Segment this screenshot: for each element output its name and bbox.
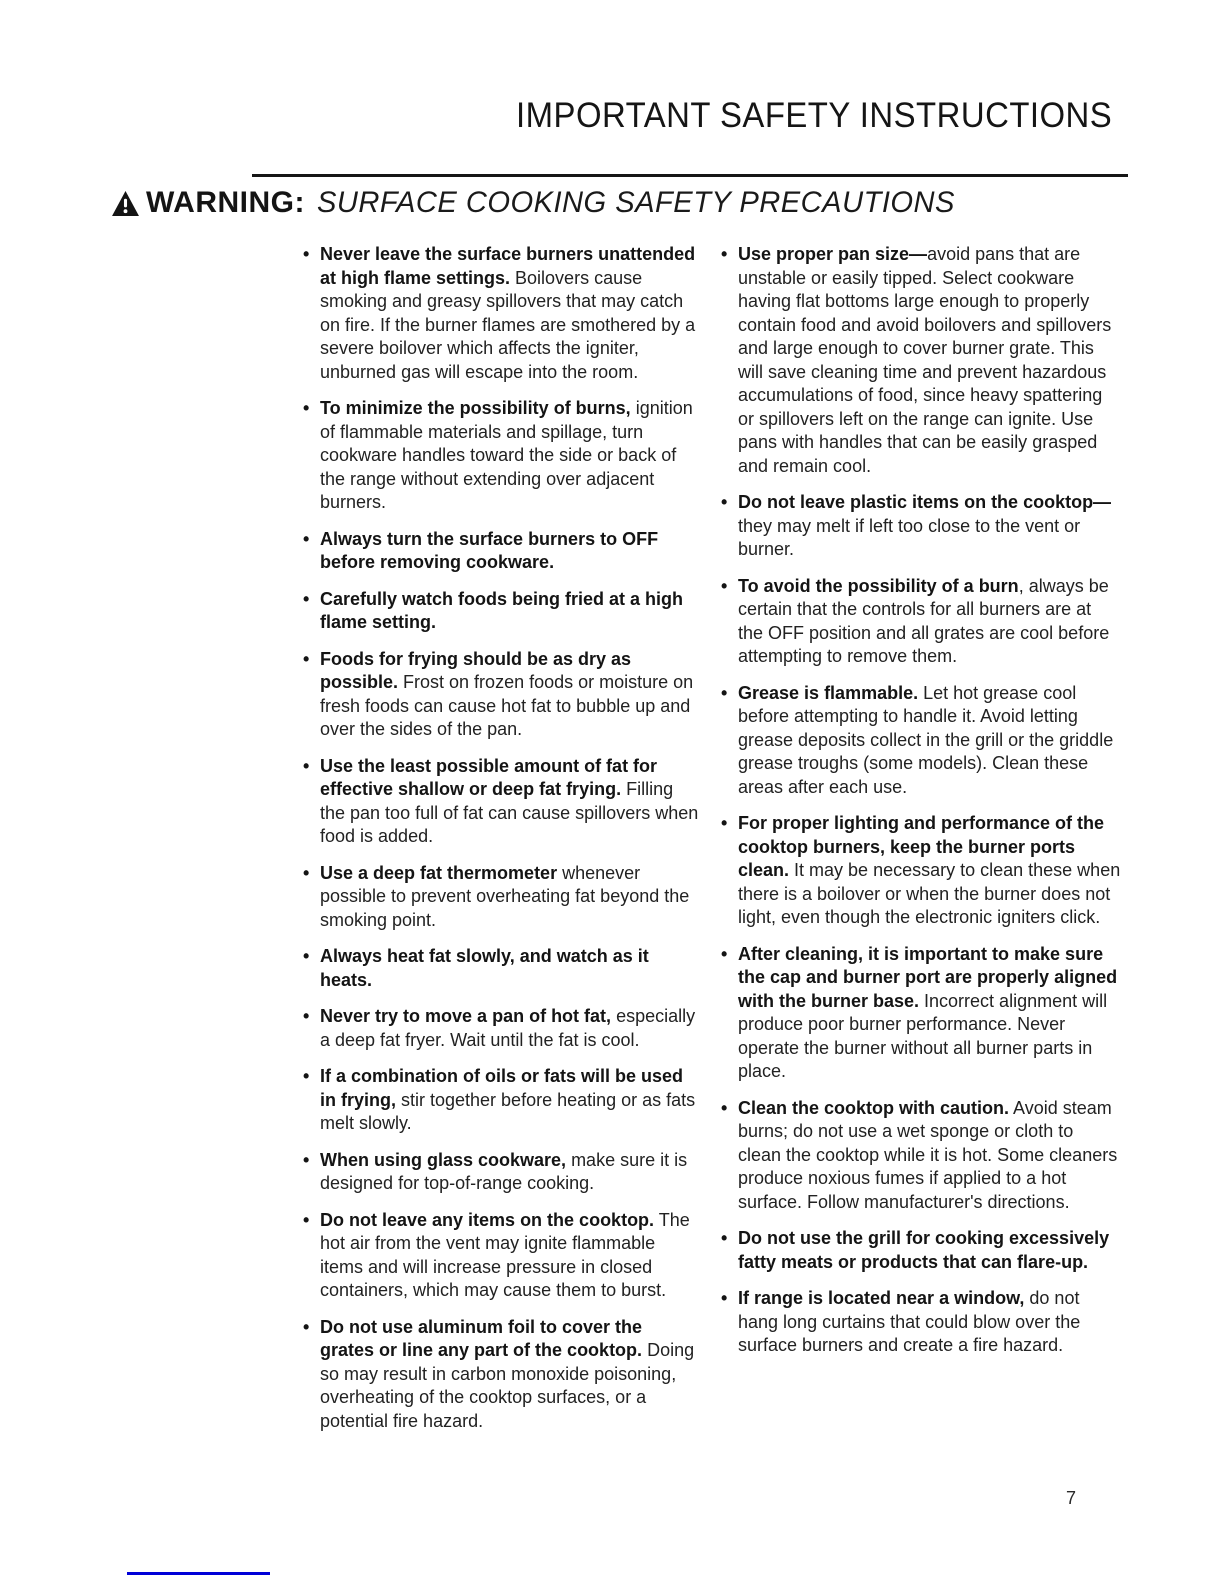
bullet-body-text: avoid pans that are unstable or easily tipped. Select cookware having flat bottoms large enough to properly contain food and avoid boilovers and spillovers and large enough to cover burner grate. This will save cleaning time and prevent hazardous accumulations of food, since heavy spattering or spillovers left on the range can ignite. Use pans with handles that can be easily grasped and remain cool. bbox=[738, 244, 1112, 476]
bullet-body-text: Incorrect alignment will produce poor burner performance. Never operate the burner without all burner parts in place. bbox=[738, 990, 1108, 1081]
bullet-body-text: whenever possible to prevent overheating fat beyond the smoking point. bbox=[320, 862, 690, 930]
bullet-body-text: Filling the pan too full of fat can cause spillovers when food is added. bbox=[320, 779, 699, 846]
safety-bullet-item bbox=[721, 1287, 1121, 1358]
bullet-bold-text: Use a deep fat thermometer bbox=[320, 862, 558, 883]
bullet-bold-text: Clean the cooktop with caution. bbox=[738, 1097, 1010, 1118]
bullet-body-text: Frost on frozen foods or moisture on fresh foods can cause hot fat to bubble up and over the sides of the pan. bbox=[320, 672, 694, 739]
warning-heading bbox=[112, 186, 975, 220]
safety-bullet-item bbox=[303, 755, 700, 849]
safety-bullet-item bbox=[303, 528, 700, 575]
bullet-bold-text: Do not leave any items on the cooktop. bbox=[320, 1209, 655, 1230]
safety-bullet-item bbox=[721, 812, 1121, 930]
bullet-body-text: stir together before heating or as fats melt slowly. bbox=[320, 1089, 696, 1133]
safety-bullet-item bbox=[303, 397, 700, 515]
bullet-bold-text: Use the least possible amount of fat for effective shallow or deep fat frying. bbox=[320, 755, 658, 799]
bullet-bold-text: Never leave the surface burners unattended at high flame settings. bbox=[320, 244, 696, 288]
bullet-bold-text: If a combination of oils or fats will be used in frying, bbox=[320, 1066, 684, 1110]
safety-bullet-item bbox=[303, 1005, 700, 1052]
footer-accent-line bbox=[127, 1572, 270, 1575]
bullet-body-text: do not hang long curtains that could blow over the surface burners and create a fire hazard. bbox=[738, 1288, 1081, 1355]
bullet-body-text: Let hot grease cool before attempting to handle it. Avoid letting grease deposits collect in the grill or the griddle grease troughs (some models). Clean these areas after each use. bbox=[738, 682, 1114, 797]
safety-bullet-item bbox=[303, 1149, 700, 1196]
bullet-bold-text: Foods for frying should be as dry as possible. bbox=[320, 648, 632, 692]
page-number: 7 bbox=[1066, 1488, 1077, 1508]
bullet-bold-text: To minimize the possibility of burns, bbox=[320, 398, 631, 418]
bullet-body-text: make sure it is designed for top-of-range cooking. bbox=[320, 1149, 688, 1193]
header-rule bbox=[252, 174, 1128, 177]
safety-bullet-item bbox=[721, 491, 1121, 562]
bullet-body-text: The hot air from the vent may ignite flammable items and will increase pressure in closed containers, which may cause them to burst. bbox=[320, 1209, 690, 1300]
bullet-bold-text: When using glass cookware, bbox=[320, 1149, 567, 1170]
safety-bullet-item bbox=[721, 943, 1121, 1084]
safety-bullet-item bbox=[303, 1209, 700, 1303]
safety-bullet-item bbox=[721, 682, 1121, 800]
bullet-bold-text: Always heat fat slowly, and watch as it heats. bbox=[320, 946, 649, 990]
bullet-bold-text: Grease is flammable. bbox=[738, 682, 919, 703]
safety-bullet-item bbox=[303, 648, 700, 742]
bullet-bold-text: Carefully watch foods being fried at a high flame setting. bbox=[320, 588, 684, 632]
bullet-bold-text: If range is located near a window, bbox=[738, 1288, 1025, 1308]
bullet-bold-text: Always turn the surface burners to OFF before removing cookware. bbox=[320, 528, 659, 572]
bullet-bold-text: Do not use the grill for cooking excessively fatty meats or products that can flare-up. bbox=[738, 1228, 1110, 1272]
safety-bullet-item bbox=[303, 588, 700, 635]
warning-label: WARNING: bbox=[146, 186, 305, 219]
safety-bullet-item bbox=[721, 1097, 1121, 1215]
safety-list-left-column bbox=[303, 243, 700, 1446]
safety-bullet-item bbox=[721, 1227, 1121, 1274]
bullet-bold-text: After cleaning, it is important to make sure the cap and burner port are properly aligned with the burner base. bbox=[738, 943, 1118, 1011]
safety-bullet-item bbox=[303, 862, 700, 933]
safety-bullet-item bbox=[303, 243, 700, 384]
bullet-body-text: Avoid steam burns; do not use a wet sponge or cloth to clean the cooktop while it is hot. Some cleaners produce noxious fumes if applied to a hot surface. Follow manufacturer's directions. bbox=[738, 1097, 1118, 1212]
bullet-body-text: It may be necessary to clean these when there is a boilover or when the burner does not light, even though the electronic igniters click. bbox=[738, 860, 1121, 927]
safety-bullet-item bbox=[303, 945, 700, 992]
bullet-bold-text: Do not leave plastic items on the cooktop— bbox=[738, 492, 1112, 512]
bullet-bold-text: To avoid the possibility of a burn bbox=[738, 575, 1019, 596]
bullet-body-text: they may melt if left too close to the vent or burner. bbox=[738, 515, 1081, 559]
safety-bullet-item bbox=[721, 243, 1121, 478]
bullet-body-text: ignition of flammable materials and spillage, turn cookware handles toward the side or back of the range without extending over adjacent burners. bbox=[320, 398, 693, 512]
safety-list-right-column bbox=[721, 243, 1121, 1371]
bullet-body-text: Boilovers cause smoking and greasy spillovers that may catch on fire. If the burner flames are smothered by a severe boilover which affects the igniter, unburned gas will escape into the room. bbox=[320, 267, 696, 382]
safety-bullet-item bbox=[303, 1316, 700, 1434]
bullet-body-text: especially a deep fat fryer. Wait until the fat is cool. bbox=[320, 1006, 696, 1050]
warning-subtitle: SURFACE COOKING SAFETY PRECAUTIONS bbox=[316, 186, 955, 219]
safety-bullet-item bbox=[721, 575, 1121, 669]
safety-bullet-item bbox=[303, 1065, 700, 1136]
bullet-body-text: Doing so may result in carbon monoxide poisoning, overheating of the cooktop surfaces, or a potential fire hazard. bbox=[320, 1340, 695, 1431]
warning-triangle-icon bbox=[112, 191, 139, 216]
page-title: IMPORTANT SAFETY INSTRUCTIONS bbox=[515, 96, 1112, 135]
bullet-bold-text: Use proper pan size— bbox=[738, 244, 928, 264]
bullet-bold-text: Never try to move a pan of hot fat, bbox=[320, 1006, 612, 1026]
bullet-bold-text: For proper lighting and performance of the cooktop burners, keep the burner ports clean. bbox=[738, 813, 1105, 880]
bullet-body-text: , always be certain that the controls for all burners are at the OFF position and all grates are cool before attempting to remove them. bbox=[738, 575, 1110, 666]
bullet-bold-text: Do not use aluminum foil to cover the grates or line any part of the cooktop. bbox=[320, 1316, 643, 1360]
